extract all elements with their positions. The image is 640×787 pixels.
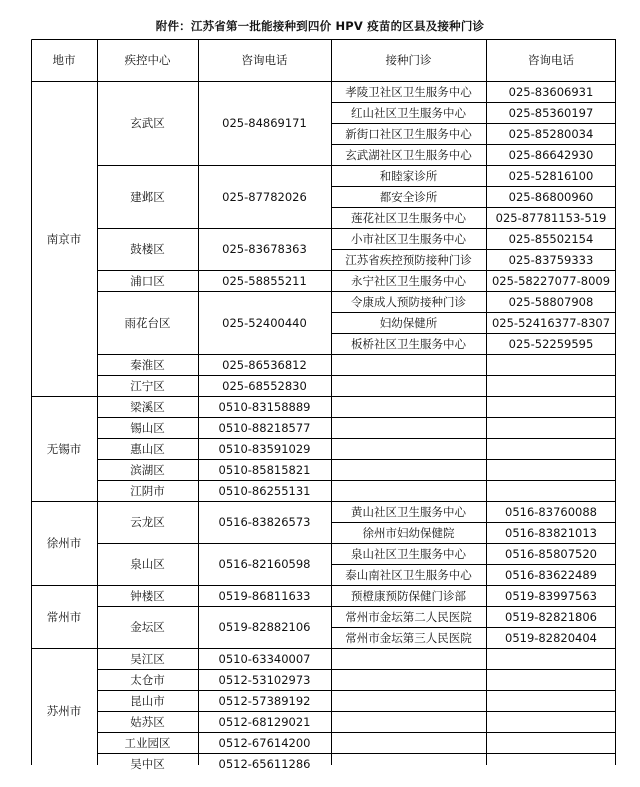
center-phone: 0512-65611286 bbox=[218, 756, 311, 771]
clinic-name: 永宁社区卫生服务中心 bbox=[351, 273, 466, 288]
clinic-name: 小市社区卫生服务中心 bbox=[351, 231, 466, 246]
city-name: 南京市 bbox=[46, 231, 82, 246]
center-name: 江宁区 bbox=[130, 378, 165, 393]
clinic-name: 常州市金坛第二人民医院 bbox=[345, 609, 472, 624]
center-phone: 025-86536812 bbox=[222, 357, 307, 372]
center-name: 惠山区 bbox=[130, 441, 165, 456]
clinic-name: 泰山南社区卫生服务中心 bbox=[345, 567, 472, 582]
center-phone: 0512-57389192 bbox=[218, 693, 311, 708]
center-phone: 0519-82882106 bbox=[218, 620, 311, 634]
city-name: 无锡市 bbox=[46, 441, 82, 456]
center-phone: 0510-83158889 bbox=[218, 399, 311, 414]
center-name: 江阴市 bbox=[130, 483, 165, 498]
center-phone: 0510-86255131 bbox=[218, 483, 311, 498]
center-phone: 0519-86811633 bbox=[218, 588, 311, 603]
clinic-phone: 025-83606931 bbox=[508, 84, 594, 99]
clinic-name: 莲花社区卫生服务中心 bbox=[351, 210, 466, 225]
center-name: 浦口区 bbox=[130, 273, 165, 288]
clinic-name: 黄山社区卫生服务中心 bbox=[351, 504, 466, 519]
clinic-phone: 025-85360197 bbox=[508, 105, 594, 120]
center-phone: 025-68552830 bbox=[222, 378, 307, 393]
city-name: 苏州市 bbox=[46, 704, 82, 718]
clinic-name: 孝陵卫社区卫生服务中心 bbox=[345, 84, 472, 99]
center-name: 滨湖区 bbox=[130, 462, 165, 477]
center-name: 钟楼区 bbox=[130, 588, 165, 603]
center-name: 工业园区 bbox=[124, 735, 171, 750]
clinic-phone: 025-85280034 bbox=[508, 126, 594, 141]
center-phone: 0516-82160598 bbox=[218, 557, 311, 571]
clinic-name: 板桥社区卫生服务中心 bbox=[351, 336, 466, 351]
clinic-phone: 025-52259595 bbox=[508, 336, 594, 351]
center-phone: 0510-85815821 bbox=[218, 462, 311, 477]
clinic-phone: 0516-83760088 bbox=[505, 504, 597, 519]
center-name: 建邺区 bbox=[130, 189, 165, 204]
center-name: 云龙区 bbox=[130, 515, 165, 529]
center-phone: 0510-63340007 bbox=[218, 651, 311, 666]
hpv-clinic-table bbox=[31, 39, 616, 771]
center-phone: 025-84869171 bbox=[222, 116, 307, 130]
city-name: 常州市 bbox=[46, 609, 82, 624]
center-name: 姑苏区 bbox=[130, 714, 165, 729]
center-name: 泉山区 bbox=[130, 557, 165, 571]
clinic-phone: 0516-85807520 bbox=[505, 546, 597, 561]
header-clinic: 接种门诊 bbox=[385, 53, 432, 67]
center-name: 锡山区 bbox=[130, 420, 165, 435]
center-name: 秦淮区 bbox=[130, 357, 165, 372]
clinic-name: 红山社区卫生服务中心 bbox=[351, 105, 466, 120]
center-name: 鼓楼区 bbox=[130, 242, 165, 256]
center-name: 吴中区 bbox=[130, 756, 165, 771]
city-name: 徐州市 bbox=[46, 536, 82, 550]
clinic-name: 泉山社区卫生服务中心 bbox=[351, 546, 466, 561]
center-phone: 025-58855211 bbox=[222, 273, 307, 288]
clinic-phone: 025-83759333 bbox=[508, 252, 594, 267]
clinic-phone: 025-86642930 bbox=[508, 147, 594, 162]
clinic-phone: 0519-82821806 bbox=[505, 609, 597, 624]
center-phone: 0516-83826573 bbox=[218, 515, 311, 529]
center-phone: 025-87782026 bbox=[222, 189, 307, 204]
clinic-phone: 025-86800960 bbox=[508, 189, 594, 204]
clinic-phone: 025-52416377-8307 bbox=[491, 315, 611, 330]
clinic-name: 玄武湖社区卫生服务中心 bbox=[345, 147, 472, 162]
clinic-name: 徐州市妇幼保健院 bbox=[362, 525, 455, 540]
center-phone: 0512-68129021 bbox=[218, 714, 311, 729]
clinic-phone: 025-87781153-519 bbox=[495, 210, 607, 225]
header-city: 地市 bbox=[52, 53, 76, 67]
clinic-name: 预橙康预防保健门诊部 bbox=[351, 588, 466, 603]
center-phone: 0512-67614200 bbox=[218, 735, 311, 750]
center-phone: 025-83678363 bbox=[222, 242, 307, 256]
document-title: 附件：江苏省第一批能接种到四价 HPV 疫苗的区县及接种门诊 bbox=[155, 19, 485, 33]
clinic-phone: 025-85502154 bbox=[508, 231, 594, 246]
clinic-phone: 025-58807908 bbox=[508, 294, 594, 309]
clinic-name: 常州市金坛第三人民医院 bbox=[345, 630, 472, 645]
clinic-name: 妇幼保健所 bbox=[379, 315, 438, 330]
clinic-phone: 0516-83821013 bbox=[505, 525, 597, 540]
center-name: 昆山市 bbox=[130, 693, 165, 708]
clinic-name: 令康成人预防接种门诊 bbox=[351, 294, 466, 309]
clinic-name: 江苏省疾控预防接种门诊 bbox=[345, 252, 472, 267]
center-name: 太仓市 bbox=[130, 672, 165, 687]
clinic-phone: 025-58227077-8009 bbox=[491, 273, 611, 288]
center-name: 金坛区 bbox=[130, 620, 165, 634]
center-phone: 0512-53102973 bbox=[218, 672, 311, 687]
header-clinic-phone: 咨询电话 bbox=[528, 53, 574, 67]
clinic-name: 新街口社区卫生服务中心 bbox=[345, 126, 472, 141]
header-center-phone: 咨询电话 bbox=[241, 53, 288, 67]
center-name: 玄武区 bbox=[130, 116, 165, 130]
clinic-phone: 0516-83622489 bbox=[505, 567, 597, 582]
center-phone: 0510-83591029 bbox=[218, 441, 311, 456]
center-phone: 0510-88218577 bbox=[218, 420, 311, 435]
clinic-phone: 0519-83997563 bbox=[505, 588, 597, 603]
center-phone: 025-52400440 bbox=[222, 315, 307, 330]
center-name: 梁溪区 bbox=[130, 399, 165, 414]
clinic-name: 和睦家诊所 bbox=[379, 168, 438, 183]
header-center: 疾控中心 bbox=[124, 53, 171, 67]
clinic-name: 都安全诊所 bbox=[379, 189, 438, 204]
clinic-phone: 0519-82820404 bbox=[505, 630, 597, 645]
center-name: 雨花台区 bbox=[124, 315, 171, 330]
clinic-phone: 025-52816100 bbox=[508, 168, 594, 183]
center-name: 吴江区 bbox=[130, 651, 165, 666]
